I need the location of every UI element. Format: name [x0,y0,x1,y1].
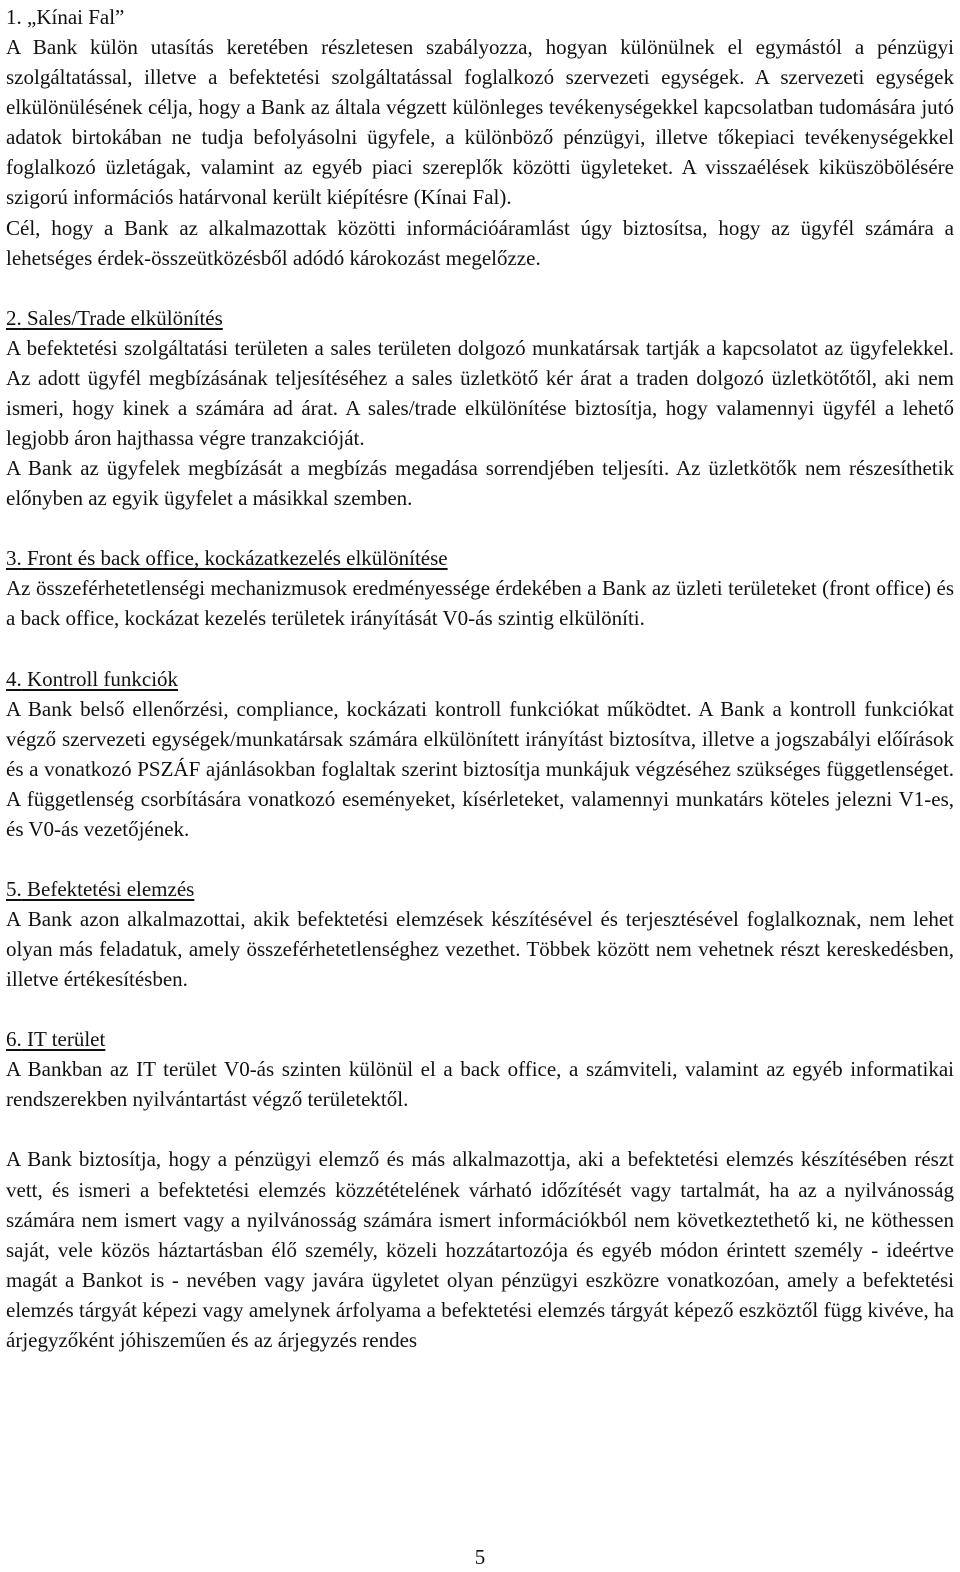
section-number: 2. [6,305,22,330]
paragraph: A Bankban az IT terület V0-ás szinten különül el a back office, a számviteli, valamint az egyéb informatikai rendszerekben nyilvántartást végző területektől. [6,1057,954,1112]
paragraph: A Bank külön utasítás keretében részletesen szabályozza, hogyan különülnek el egymástól a pénzügyi szolgáltatással, illetve a befektetési szolgáltatással foglalkozó szervezeti egységek. A szervezeti egységek elkülönülésének célja, hogy a Bank az általa végzett különleges tevékenységekkel kapcsolatban tudomására jutó adatok birtokában ne tudja befolyásolni ügyfele, a különböző pénzügyi, illetve tőkepiaci tevékenységekkel foglalkozó üzletágak, valamint az egyéb piaci szereplők közötti ügyleteket. A visszaélések kiküszöbölésére szigorú információs határvonal került kiépítésre (Kínai Fal). [6,35,954,210]
section-number: 6. [6,1027,22,1052]
section-4 [6,664,954,844]
paragraph: Az összeférhetetlenségi mechanizmusok eredményessége érdekében a Bank az üzleti területeket (front office) és a back office, kockázat kezelés területek irányítását V0-ás szintig elkülöníti. [6,576,954,631]
page-number: 5 [474,1545,486,1569]
section-heading [6,664,954,694]
section-title: „Kínai Fal” [27,5,125,29]
section-5 [6,874,954,994]
paragraph: A befektetési szolgáltatási területen a sales területen dolgozó munkatársak tartják a kapcsolatot az ügyfelekkel. Az adott ügyfél megbízásának teljesítéséhez a sales üzletkötő kér árat a traden dolgozó üzletkötőtől, aki nem ismeri, hogy kinek a számára ad árat. A sales/trade elkülönítése biztosítja, hogy valamennyi ügyfél a lehető legjobb áron hajthassa végre tranzakcióját. [6,335,954,451]
paragraph: Cél, hogy a Bank az alkalmazottak közötti információáramlást úgy biztosítsa, hogy az ügyfél számára a lehetséges érdek-összeütközésből adódó károkozást megelőzze. [6,215,954,270]
section-heading [6,543,954,573]
section-heading [6,1024,954,1054]
paragraph: A Bank azon alkalmazottai, akik befektetési elemzések készítésével és terjesztésével foglalkoznak, nem lehet olyan más feladatuk, amely összeférhetetlenséghez vezethet. Többek között nem vehetnek részt kereskedésben, illetve értékesítésben. [6,906,954,992]
section-title: Kontroll funkciók [27,666,179,691]
section-heading [6,2,954,32]
section-3 [6,543,954,633]
section-title: IT terület [27,1027,106,1052]
section-heading [6,303,954,333]
section-heading [6,874,954,904]
closing-paragraph: A Bank biztosítja, hogy a pénzügyi elemző és más alkalmazottja, aki a befektetési elemzés készítésében részt vett, és ismeri a befektetési elemzés közzétételének várható időzítését vagy tartalmát, ha az a nyilvánosság számára nem ismert vagy a nyilvánosság számára ismert információkból nem következtethető ki, ne köthessen saját, vele közös háztartásban élő személy, közeli hozzátartozója és egyéb módon érintett személy - ideértve magát a Bankot is - nevében vagy javára ügyletet olyan pénzügyi eszközre vonatkozóan, amely a befektetési elemzés tárgyát képezi vagy amelynek árfolyama a befektetési elemzés tárgyát képező eszköztől függ kivéve, ha árjegyzőként jóhiszeműen és az árjegyzés rendes [6,1147,954,1352]
section-title: Front és back office, kockázatkezelés elkülönítése [27,546,448,571]
section-number: 3. [6,546,22,571]
section-number: 5. [6,876,22,901]
document-page [6,2,954,1355]
section-number: 4. [6,666,22,691]
section-title: Sales/Trade elkülönítés [27,305,223,330]
section-number: 1. [6,5,22,29]
section-2 [6,303,954,514]
section-title: Befektetési elemzés [27,876,195,901]
paragraph: A Bank az ügyfelek megbízását a megbízás megadása sorrendjében teljesíti. Az üzletkötők nem részesíthetik előnyben az egyik ügyfelet a másikkal szemben. [6,456,954,511]
section-1 [6,2,954,273]
paragraph: A Bank belső ellenőrzési, compliance, kockázati kontroll funkciókat működtet. A Bank a kontroll funkciókat végző szervezeti egységek/munkatársak számára elkülönített irányítást biztosítva, illetve a jogszabályi előírások és a vonatkozó PSZÁF ajánlásokban foglaltak szerint biztosítja munkájuk végzéséhez szükséges függetlenséget. A függetlenség csorbítására vonatkozó eseményeket, kísérleteket, valamennyi munkatárs köteles jelezni V1-es, és V0-ás vezetőjének. [6,696,954,841]
section-6 [6,1024,954,1114]
